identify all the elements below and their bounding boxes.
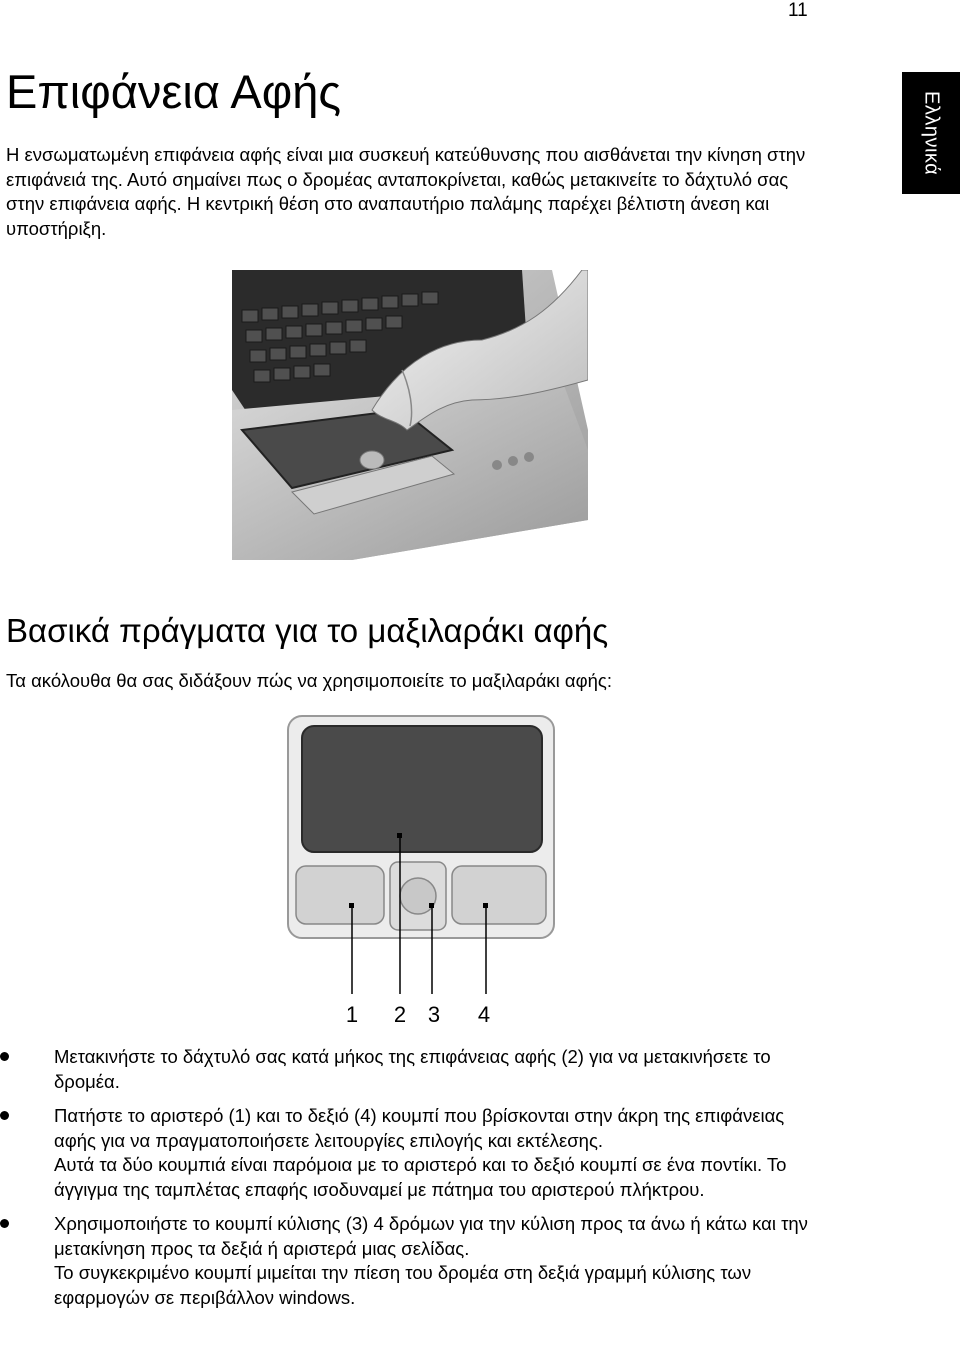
language-tab [902,72,960,194]
list-item-text: Χρησιμοποιήστε το κουμπί κύλισης (3) 4 δρόμων για την κύλιση προς τα άνω ή κάτω και την μετακίνηση προς τα δεξιά ή αριστερά μιας σελίδας. [54,1213,808,1259]
page-title: Επιφάνεια Αφής [6,65,342,118]
list-item-text: Πατήστε το αριστερό (1) και το δεξιό (4) κουμπί που βρίσκονται στην άκρη της επιφάνειας αφής για να πραγματοποιήσετε λειτουργίες επιλογής και εκτέλεσης. [54,1105,785,1151]
callout-3: 3 [427,1002,441,1027]
list-item-text: Μετακινήστε το δάχτυλό σας κατά μήκος της επιφάνειας αφής (2) για να μετακινήσετε το δρομέα. [54,1046,771,1092]
bullet-icon [0,1219,9,1228]
intro-paragraph: Η ενσωματωμένη επιφάνεια αφής είναι μια συσκευή κατεύθυνσης που αισθάνεται την κίνηση στην επιφάνειά της. Αυτό σημαίνει πως ο δρομέας ανταποκρίνεται, καθώς μετακινείτε το δάχτυλό σας στην επιφάνεια αφής. Η κεντρική θέση στο αναπαυτήριο παλάμης παρέχει βέλτιστη άνεση και υποστήριξη. [6,144,806,239]
language-tab-label: Ελληνικά [920,90,943,176]
list-item-text: Το συγκεκριμένο κουμπί μιμείται την πίεση του δρομέα στη δεξιά γραμμή κύλισης των εφαρμογών σε περιβάλλον windows. [54,1262,752,1308]
left-button-shape [296,866,384,924]
laptop-touchpad-photo [232,270,588,560]
section-intro: Τα ακόλουθα θα σας διδάξουν πώς να χρησιμοποιείτε το μαξιλαράκι αφής: [6,670,612,691]
list-item [0,1212,814,1310]
scroll-button-shape [400,878,436,914]
right-button-shape [452,866,546,924]
list-item [0,1045,814,1094]
callout-4: 4 [477,1002,491,1027]
bullet-icon [0,1052,9,1061]
section-title: Βασικά πράγματα για το μαξιλαράκι αφής [6,612,609,649]
touchpad-diagram [282,712,612,1032]
instructions-list [0,1045,960,1310]
list-item [0,1104,814,1202]
callout-2: 2 [393,1002,407,1027]
bullet-icon [0,1111,9,1120]
page-number: 11 [788,0,808,21]
touchpad-surface [302,726,542,852]
callout-1: 1 [345,1002,359,1027]
list-item-text: Αυτά τα δύο κουμπιά είναι παρόμοια με το αριστερό και το δεξιό κουμπί σε ένα ποντίκι. Το άγγιγμα της ταμπλέτας επαφής ισοδυναμεί με πάτημα του αριστερού πλήκτρου. [54,1154,787,1200]
